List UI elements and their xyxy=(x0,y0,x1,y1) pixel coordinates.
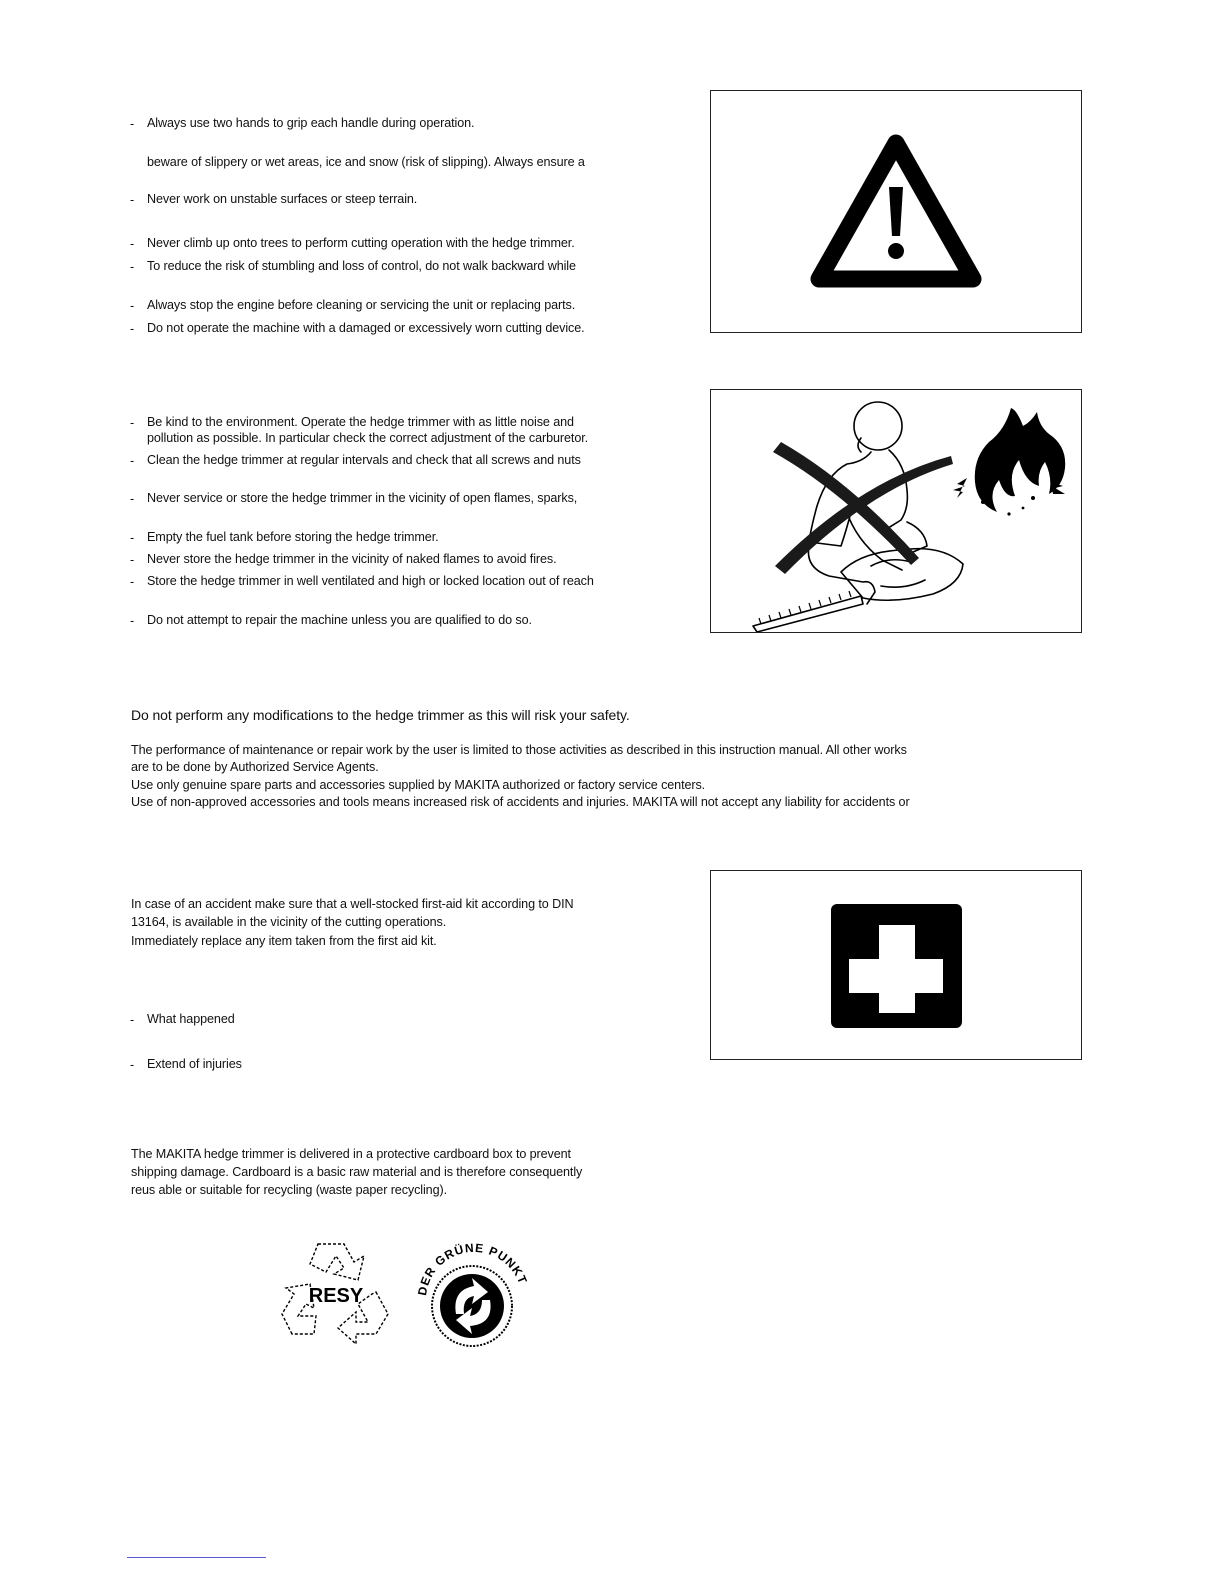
safety-item: Never work on unstable surfaces or steep terrain. xyxy=(147,192,418,206)
svg-text:DER GRÜNE PUNKT: DER GRÜNE PUNKT xyxy=(415,1240,531,1297)
bullet-marker: - xyxy=(130,454,135,468)
first-aid-item: What happened xyxy=(147,1012,235,1026)
first-aid-paragraph: Immediately replace any item taken from the first aid kit. xyxy=(131,934,437,948)
packaging-paragraph: shipping damage. Cardboard is a basic raw material and is therefore consequently xyxy=(131,1165,583,1179)
bullet-marker: - xyxy=(130,237,135,251)
bullet-marker: - xyxy=(130,416,135,430)
warning-figure xyxy=(710,90,1082,333)
modifications-paragraph: are to be done by Authorized Service Agents. xyxy=(131,760,379,774)
packaging-paragraph: reus able or suitable for recycling (waste paper recycling). xyxy=(131,1183,447,1197)
safety-item: To reduce the risk of stumbling and loss of control, do not walk backward while xyxy=(147,259,576,273)
modifications-heading: Do not perform any modifications to the hedge trimmer as this will risk your safety. xyxy=(131,707,630,723)
storage-item: Do not attempt to repair the machine unless you are qualified to do so. xyxy=(147,613,532,627)
safety-item: Always stop the engine before cleaning or servicing the unit or replacing parts. xyxy=(147,298,576,312)
footer-rule xyxy=(127,1557,266,1558)
storage-item: Store the hedge trimmer in well ventilated and high or locked location out of reach xyxy=(147,574,594,588)
safety-item: Do not operate the machine with a damaged or excessively worn cutting device. xyxy=(147,321,585,335)
resy-recycling-logo xyxy=(280,1238,390,1348)
bullet-marker: - xyxy=(130,1058,135,1072)
first-aid-item: Extend of injuries xyxy=(147,1057,242,1071)
first-aid-paragraph: 13164, is available in the vicinity of the cutting operations. xyxy=(131,915,447,929)
first-aid-cross-icon xyxy=(711,871,1081,1059)
safety-item: Never climb up onto trees to perform cutting operation with the hedge trimmer. xyxy=(147,236,575,250)
bullet-marker: - xyxy=(130,553,135,567)
first-aid-figure xyxy=(710,870,1082,1060)
bullet-marker: - xyxy=(130,299,135,313)
bullet-marker: - xyxy=(130,492,135,506)
resy-logo-graphic xyxy=(280,1238,390,1348)
no-fire-figure xyxy=(710,389,1082,633)
warning-triangle-icon xyxy=(711,91,1081,332)
no-fire-near-trimmer-icon xyxy=(711,390,1081,632)
bullet-marker: - xyxy=(130,575,135,589)
storage-item: Never store the hedge trimmer in the vicinity of naked flames to avoid fires. xyxy=(147,552,557,566)
storage-item: Clean the hedge trimmer at regular intervals and check that all screws and nuts xyxy=(147,453,581,467)
bullet-marker: - xyxy=(130,322,135,336)
safety-item: beware of slippery or wet areas, ice and snow (risk of slipping). Always ensure a xyxy=(147,155,585,169)
storage-item: Never service or store the hedge trimmer in the vicinity of open flames, sparks, xyxy=(147,491,578,505)
bullet-marker: - xyxy=(130,531,135,545)
bullet-marker: - xyxy=(130,193,135,207)
bullet-marker: - xyxy=(130,260,135,274)
first-aid-paragraph: In case of an accident make sure that a well-stocked first-aid kit according to DIN xyxy=(131,897,574,911)
storage-item: pollution as possible. In particular check the correct adjustment of the carburetor. xyxy=(147,431,589,445)
bullet-marker: - xyxy=(130,1013,135,1027)
bullet-marker: - xyxy=(130,117,135,131)
bullet-marker: - xyxy=(130,614,135,628)
modifications-paragraph: Use only genuine spare parts and accessories supplied by MAKITA authorized or factory service centers. xyxy=(131,778,706,792)
svg-text:RESY: RESY xyxy=(308,1285,364,1307)
modifications-paragraph: The performance of maintenance or repair work by the user is limited to those activities as described in this instruction manual. All other works xyxy=(131,743,907,757)
storage-item: Be kind to the environment. Operate the hedge trimmer with as little noise and xyxy=(147,415,574,429)
modifications-paragraph: Use of non-approved accessories and tools means increased risk of accidents and injuries. MAKITA will not accept any liability for accidents or xyxy=(131,795,910,809)
packaging-paragraph: The MAKITA hedge trimmer is delivered in a protective cardboard box to prevent xyxy=(131,1147,571,1161)
safety-item: Always use two hands to grip each handle during operation. xyxy=(147,116,475,130)
green-dot-graphic xyxy=(412,1230,536,1352)
green-dot-logo xyxy=(412,1230,536,1352)
storage-item: Empty the fuel tank before storing the hedge trimmer. xyxy=(147,530,439,544)
